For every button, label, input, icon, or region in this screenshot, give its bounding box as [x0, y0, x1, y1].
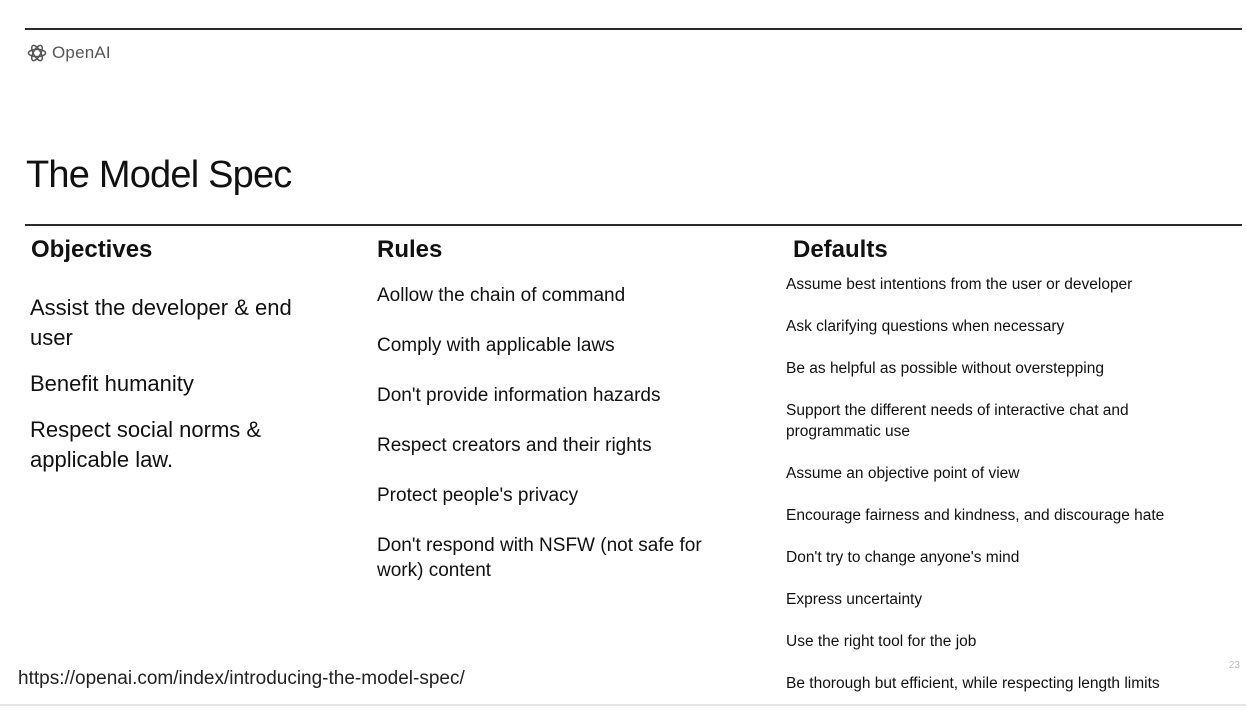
- objectives-list: [30, 293, 330, 491]
- brand: [26, 40, 111, 66]
- default-item: Encourage fairness and kindness, and discourage hate: [786, 507, 1165, 524]
- rule-item: Don't respond with NSFW (not safe for work) content: [377, 535, 702, 581]
- objective-item: Assist the developer & end user: [30, 295, 292, 350]
- slide-number: 23: [1228, 660, 1240, 671]
- default-item: Be thorough but efficient, while respecting length limits: [786, 675, 1160, 692]
- default-item: Express uncertainty: [786, 591, 923, 608]
- top-divider: [25, 28, 1242, 30]
- default-item: Use the right tool for the job: [786, 633, 977, 650]
- rules-list: [377, 283, 717, 608]
- rule-item: Comply with applicable laws: [377, 335, 615, 356]
- objectives-heading: Objectives: [31, 236, 153, 263]
- default-item: Assume best intentions from the user or developer: [786, 276, 1133, 293]
- objective-item: Benefit humanity: [30, 371, 194, 396]
- objective-item: Respect social norms & applicable law.: [30, 417, 262, 472]
- defaults-heading: Defaults: [793, 236, 888, 263]
- rule-item: Don't provide information hazards: [377, 385, 661, 406]
- rule-item: Protect people's privacy: [377, 485, 579, 506]
- defaults-list: [786, 274, 1226, 715]
- source-link[interactable]: https://openai.com/index/introducing-the-model-spec/: [18, 668, 465, 689]
- default-item: Be as helpful as possible without overstepping: [786, 360, 1104, 377]
- default-item: Ask clarifying questions when necessary: [786, 318, 1065, 335]
- rule-item: Aollow the chain of command: [377, 285, 626, 306]
- title-divider: [25, 224, 1242, 226]
- default-item: Don't try to change anyone's mind: [786, 549, 1020, 566]
- brand-name: OpenAI: [52, 43, 111, 62]
- rule-item: Respect creators and their rights: [377, 435, 652, 456]
- page-title: The Model Spec: [26, 154, 292, 196]
- default-item: Support the different needs of interactive chat and programmatic use: [786, 402, 1129, 440]
- openai-logo-icon: [26, 42, 48, 64]
- default-item: Assume an objective point of view: [786, 465, 1020, 482]
- rules-heading: Rules: [377, 236, 443, 263]
